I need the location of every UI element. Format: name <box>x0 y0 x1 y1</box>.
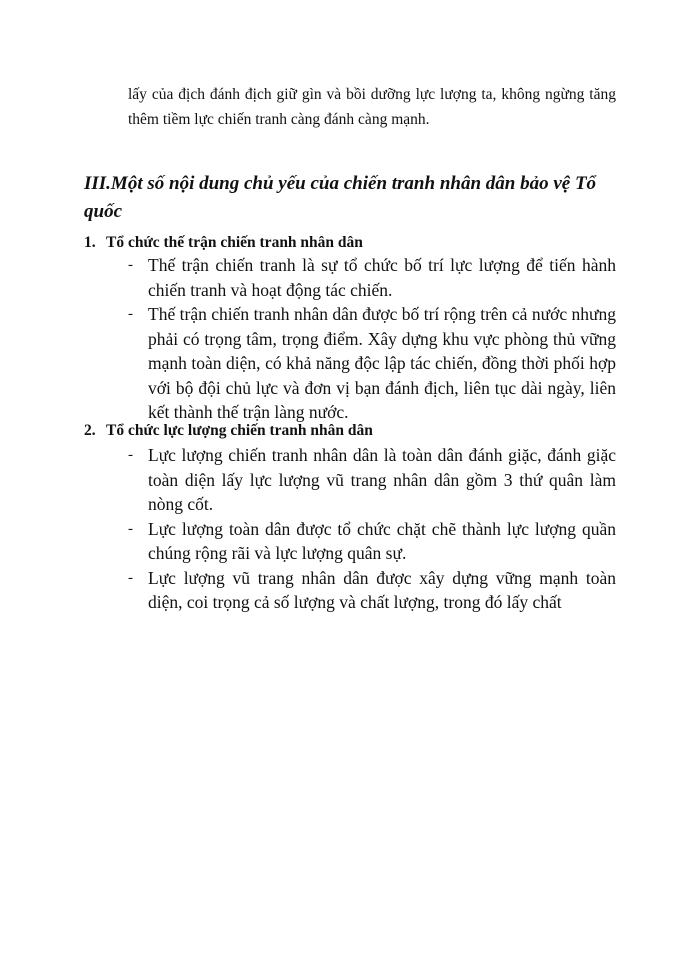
list-item <box>128 253 616 302</box>
bullet-dash: - <box>128 257 133 273</box>
list-item <box>128 566 616 615</box>
subsection-2-bullets <box>128 443 616 615</box>
bullet-text: Lực lượng vũ trang nhân dân được xây dựng vững mạnh toàn diện, coi trọng cả số lượng và chất lượng, trong đó lấy chất <box>148 567 616 612</box>
section-heading: III.Một số nội dung chủ yếu của chiến tranh nhân dân bảo vệ Tổ quốc <box>84 173 597 222</box>
bullet-text: Thế trận chiến tranh nhân dân được bố trí rộng trên cả nước nhưng phải có trọng tâm, trọng điểm. Xây dựng khu vực phòng thủ vững mạnh toàn diện, có khả năng độc lập tác chiến, đồng thời phối hợp với bộ đội chủ lực và đơn vị bạn đánh địch, liên tục dài ngày, liên kết thành thế trận làng nước. <box>148 304 616 422</box>
list-item <box>128 302 616 425</box>
bullet-dash: - <box>128 520 133 537</box>
bullet-text: Lực lượng chiến tranh nhân dân là toàn dân đánh giặc, đánh giặc toàn diện lấy lực lượng vũ trang nhân dân gồm 3 thứ quân làm nòng cốt. <box>148 445 616 514</box>
subsection-2-heading <box>84 420 373 442</box>
subsection-1-number: 1. <box>84 234 96 251</box>
bullet-dash: - <box>128 447 133 463</box>
subsection-2-title: Tổ chức lực lượng chiến tranh nhân dân <box>106 422 373 439</box>
bullet-text: Thế trận chiến tranh là sự tổ chức bố trí lực lượng để tiến hành chiến tranh và hoạt động tác chiến. <box>148 255 616 300</box>
subsection-1-bullets <box>128 253 616 425</box>
list-item <box>128 517 616 566</box>
intro-paragraph: lấy của địch đánh địch giữ gìn và bồi dưỡng lực lượng ta, không ngừng tăng thêm tiềm lực chiến tranh càng đánh càng mạnh. <box>128 86 616 128</box>
bullet-dash: - <box>128 306 133 322</box>
list-item <box>128 443 616 517</box>
subsection-2-number: 2. <box>84 422 96 439</box>
subsection-1-heading <box>84 232 363 254</box>
bullet-dash: - <box>128 569 133 586</box>
bullet-text: Lực lượng toàn dân được tổ chức chặt chẽ thành lực lượng quần chúng rộng rãi và lực lượng quân sự. <box>148 518 616 563</box>
subsection-1-title: Tổ chức thế trận chiến tranh nhân dân <box>106 234 363 251</box>
